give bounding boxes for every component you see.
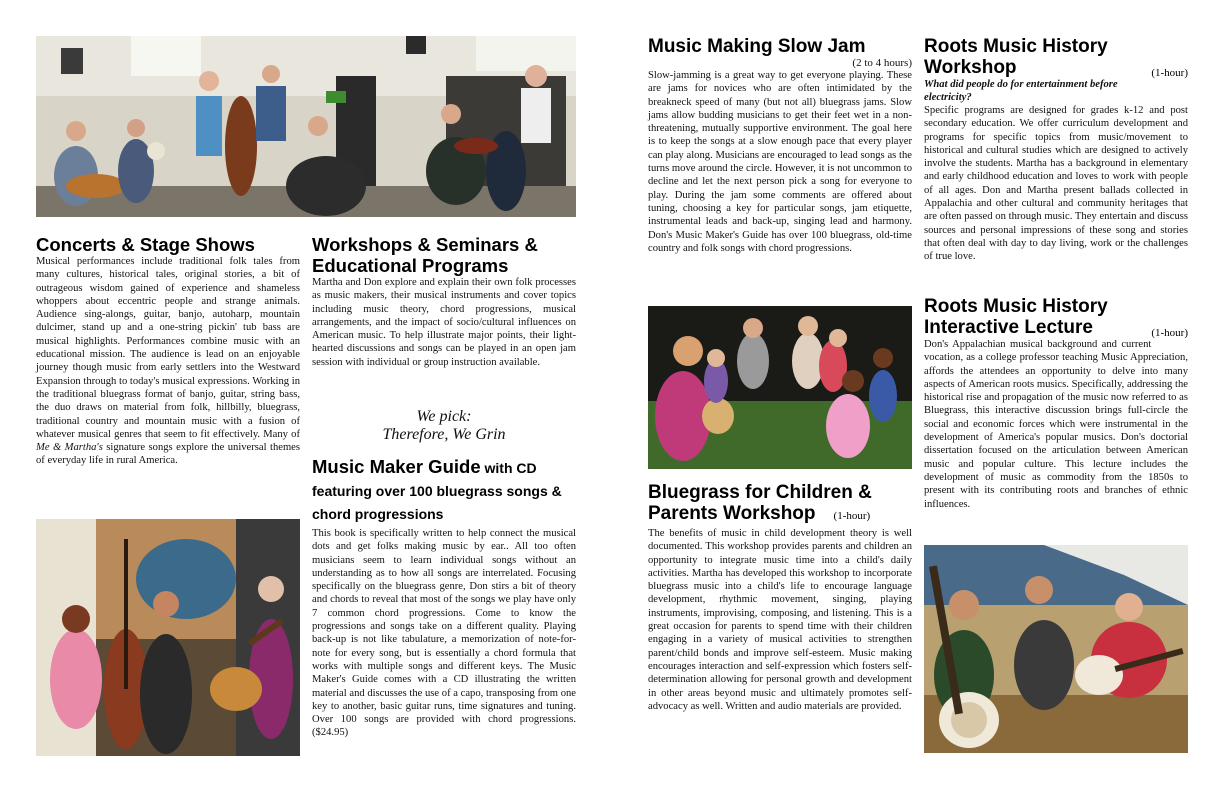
children-title-line2	[648, 503, 912, 527]
workshops-body: Martha and Don explore and explain their own folk processes as music makers, their musical instruments and cover topics including music theory, chord progressions, musical arrangements, and the impact of socio/cultural influences on American music. To help illustrate major points, their light-hearted discussions and songs can be played in an open jam session with individual or group instruction available.	[312, 277, 576, 368]
history-lecture-body: Don's Appalachian musical background and current vocation, as a college professor teaching Music Appreciation, affords the attendees an opportunity to delve into many aspects of American roots musics. Specifically, addressing the historical rise and propagation of the music now referred to as Bluegrass, this interactive discussion brings full-circle the social and economic forces which were instrumental in the development of America's popular musics. Don's doctorial dissertation focused on the articulation between American music and popular culture. This lecture includes the development of music as commodity from the 1850s to present with its contributing roots and branches of ethnic influences.	[924, 339, 1188, 510]
history-lecture-title-a: Roots Music History	[924, 296, 1108, 317]
children-duration: (1-hour)	[833, 510, 871, 522]
history-workshop-title	[924, 36, 1188, 78]
history-lecture-title	[924, 296, 1188, 338]
history-workshop-title-line2	[924, 57, 1188, 78]
guide-section	[312, 456, 576, 740]
slowjam-title: Music Making Slow Jam	[648, 36, 866, 57]
guide-title-a: Music Maker Guide	[312, 456, 481, 477]
concerts-body-em: Me & Martha's	[36, 442, 103, 454]
guide-title	[312, 456, 576, 525]
children-section	[648, 482, 912, 713]
children-title	[648, 482, 912, 527]
children-title-b: Parents Workshop	[648, 503, 816, 524]
history-lecture-duration: (1-hour)	[1151, 327, 1188, 339]
concerts-body-b: signature songs explore the universal themes of everyday life in rural America.	[36, 442, 301, 467]
slowjam-body: Slow-jamming is a great way to get everyone playing. These are jams for novices who are often intimidated by the breakneck speed of many (but not all) bluegrass jams. Slow jams allow budding musicians to get their feet wet in a non-threatening, mutually supportive environment. The goal here is to keep the songs at a slow enough pace that every player can play along. Musicians are encouraged to lead songs as the turns move around the circle. However, it is not uncommon to decline and let the next person pick a song for everyone to play. During the jam some comments are offered about tuning, choosing a key for particular songs, jam etiquette, instrumental leads and back-up, singing lead and harmony. Don's Music Maker's Guide has over 100 bluegrass, old-time country and folk songs with chord progressions.	[648, 70, 912, 254]
slogan-line2: Therefore, We Grin	[382, 426, 506, 443]
slogan	[312, 408, 576, 444]
history-lecture-title-b: Interactive Lecture	[924, 317, 1093, 338]
workshops-section	[312, 234, 576, 369]
children-title-a: Bluegrass for Children &	[648, 482, 872, 503]
guide-body: This book is specifically written to help connect the musical dots and get folks making music by ear.. All too often musicians seem to learn individual songs without an understanding as to how all songs are interrelated. Focusing specifically on the bluegrass genre, Don stirs a bit of theory and chords to reveal that most of the songs we play have only 7 common chord progressions. Come to know the progressions and songs take on a different quality. Playing back-up is not like tabulature, a memorization of note-for-note for every song, but is essentially a chord formula that works with multiple songs and different keys. The Music Maker's Guide comes with a CD illustrating the written material and discusses the use of a capo, transposing from one key to another, basic guitar runs, time signatures and tuning. Over 100 songs are provided with chord progressions. ($24.95)	[312, 528, 576, 739]
history-workshop-section	[924, 36, 1188, 264]
concerts-body	[36, 255, 300, 468]
concerts-body-a: Musical performances include traditional folk tales from many cultures, historical tales, original stories, a bit of outrageous wisdom gained of experience and shameless whoppers about eccentric people and strange animals. Audience sing-alongs, guitar, banjo, autoharp, mountain dulcimer, stand up and a one-string pickin' tub bass are musical highlights. Performances combine music with an educational mission. The audience is lead on an enjoyable journey though music from early settlers into the Westward Expansion through to today's musical expressions. Working in the traditional bluegrass format of banjo, guitar, string bass, the duo draws on material from folk, hillbilly, bluegrass, traditional country and mountain music with a fusion of whatever musical genres that seem to fit effectively. Many of	[36, 256, 300, 440]
photo-children-workshop	[648, 306, 912, 469]
slowjam-section	[648, 36, 912, 255]
photo-duo-performing	[36, 519, 300, 756]
slowjam-duration: (2 to 4 hours)	[852, 57, 912, 69]
guide-title-b: with CD featuring over 100 bluegrass songs & chord progressions	[312, 460, 562, 522]
history-workshop-title-b: Workshop	[924, 57, 1017, 78]
concerts-title: Concerts & Stage Shows	[36, 234, 255, 255]
photo-banjo-boat	[924, 545, 1188, 753]
children-body: The benefits of music in child development theory is well documented. This workshop provides parents and children an opportunity to integrate music time into a child's daily activities. Martha has developed this workshop to incorporate bluegrass music into a child's life to encourage language development, rhythmic movement, singing, playing instruments, improvising, composing, and listening. This is a great occasion for parents to spend time with their children engaging in a variety of musical activities to strengthen parent/child bonds and improve self-esteem. Music making encourages interaction and self-expression which fosters self-determination allowing for personal growth and development in other areas beyond music and ultimately promotes self-advocacy as well. Written and audio materials are provided.	[648, 528, 912, 712]
history-workshop-body: Specific programs are designed for grades k-12 and post secondary education. We offer curriculum development and programs for specific topics from music/movement to historical and cultural studies which are designed to actively involve the students. Martha has a background in elementary and early childhood education and loves to work with people of all ages. Don and Martha present ballads collected in Appalachia and other cultural and community heritages that are often passed on through music. They entertain and discuss sources and personal impressions of these song and stories that often deal with day to day living, work or the challenges of true love.	[924, 105, 1188, 263]
history-workshop-duration: (1-hour)	[1151, 67, 1188, 79]
concerts-section	[36, 234, 300, 468]
slogan-line1: We pick:	[416, 408, 472, 425]
photo-group-jam	[36, 36, 576, 217]
workshops-title: Workshops & Seminars & Educational Programs	[312, 234, 538, 276]
history-lecture-section	[924, 296, 1188, 511]
history-workshop-question: What did people do for entertainment before electricity?	[924, 79, 1118, 103]
history-lecture-title-line2	[924, 317, 1188, 338]
history-workshop-title-a: Roots Music History	[924, 36, 1108, 57]
